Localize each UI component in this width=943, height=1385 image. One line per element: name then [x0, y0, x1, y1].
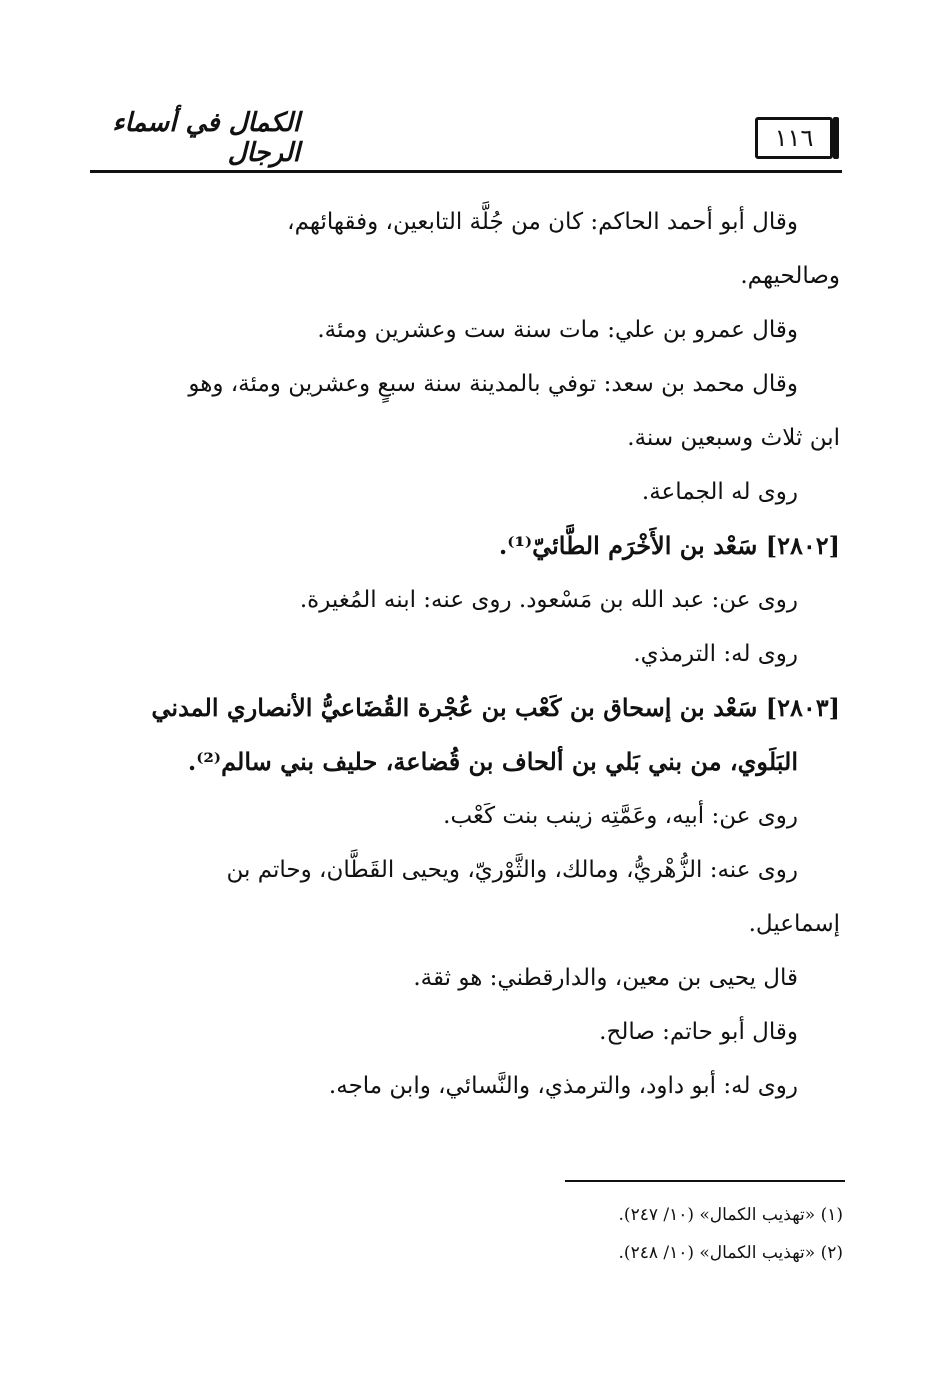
text-line: روى له الجماعة.	[641, 479, 798, 505]
text-line: ابن ثلاث وسبعين سنة.	[627, 425, 840, 451]
text-line: روى له: أبو داود، والترمذي، والنَّسائي، وابن ماجه.	[328, 1073, 798, 1099]
header-divider	[90, 170, 842, 173]
text-line: وقال عمرو بن علي: مات سنة ست وعشرين ومئة.	[317, 317, 798, 343]
page-number	[755, 117, 833, 159]
text-line: روى له: الترمذي.	[633, 641, 798, 667]
text-line: روى عن: عبد الله بن مَسْعود. روى عنه: ابنه المُغيرة.	[299, 587, 798, 613]
text-line: إسماعيل.	[748, 911, 840, 937]
text-line: [٢٨٠٣] سَعْد بن إسحاق بن كَعْب بن عُجْرة القُضَاعيُّ الأنصاري المدني	[151, 693, 840, 722]
main-text	[95, 195, 840, 1113]
text-line: وقال أبو أحمد الحاكم: كان من جُلَّة التابعين، وفقهائهم،	[287, 209, 798, 235]
footnotes	[95, 1196, 843, 1272]
page-number-text: ١١٦	[774, 124, 814, 152]
text-line: وصالحيهم.	[740, 263, 840, 289]
footnote: (١) «تهذيب الكمال» (١٠/ ٢٤٧).	[618, 1205, 843, 1225]
text-line: قال يحيى بن معين، والدارقطني: هو ثقة.	[413, 965, 798, 991]
text-line: البَلَوي، من بني بَلي بن ألحاف بن قُضاعة، حليف بني سالم⁽²⁾.	[187, 747, 798, 776]
text-line: روى عن: أبيه، وعَمَّتِه زينب بنت كَعْب.	[443, 803, 798, 829]
text-line: روى عنه: الزُّهْريُّ، ومالك، والثَّوْريّ، ويحيى القَطَّان، وحاتم بن	[226, 857, 798, 883]
running-title: الكمال في أسماء الرجال	[112, 107, 300, 168]
text-line: وقال محمد بن سعد: توفي بالمدينة سنة سبعٍ وعشرين ومئة، وهو	[188, 371, 798, 397]
footnote: (٢) «تهذيب الكمال» (١٠/ ٢٤٨).	[618, 1243, 843, 1263]
text-line: وقال أبو حاتم: صالح.	[599, 1019, 798, 1045]
footnote-divider	[565, 1180, 845, 1182]
text-line: [٢٨٠٢] سَعْد بن الأَخْرَم الطَّائيّ⁽¹⁾.	[498, 531, 840, 560]
